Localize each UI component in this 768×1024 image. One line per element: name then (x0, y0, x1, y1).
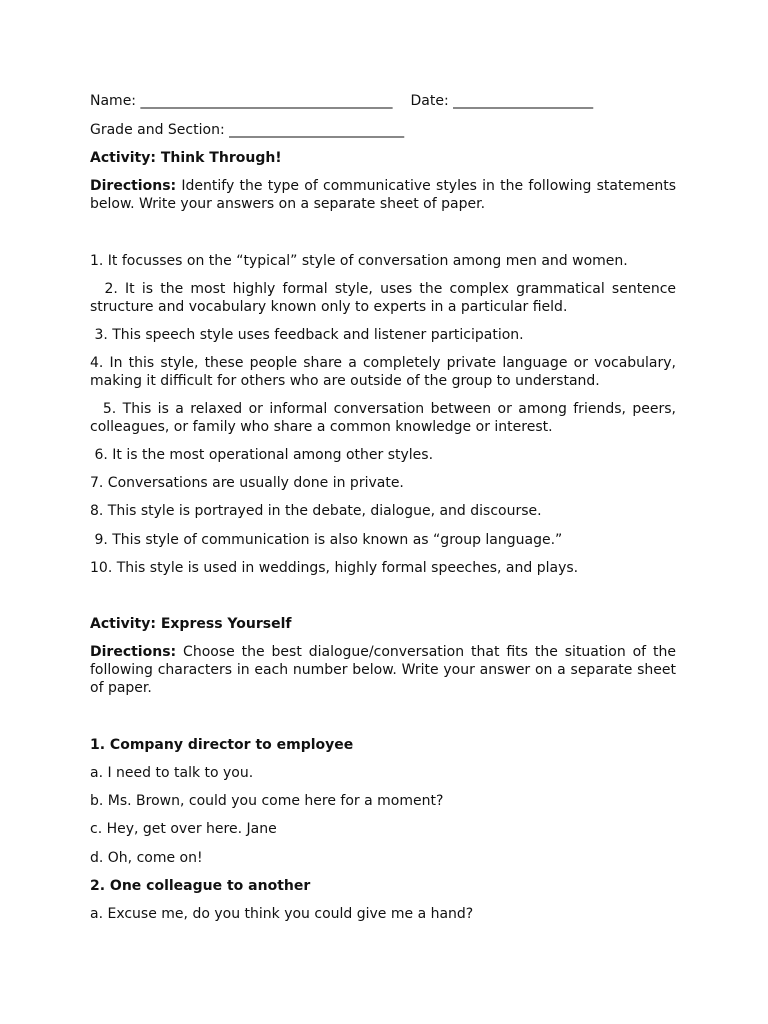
name-line: Name: ____________________________________ (90, 93, 393, 109)
activity1-item-10: 10. This style is used in weddings, highly formal speeches, and plays. (90, 560, 579, 576)
directions-text-2: Choose the best dialogue/conversation that fits the situation of the following characters in each number below. Write your answer on a separate sheet of paper. (90, 644, 676, 696)
question-1-option-d: d. Oh, come on! (90, 850, 203, 866)
directions-text: Identify the type of communicative styles in the following statements below. Write your answers on a separate sheet of paper. (90, 178, 676, 212)
activity2-directions (90, 643, 676, 697)
directions-label-2: Directions: (90, 644, 177, 660)
header-name-date-row (90, 92, 676, 110)
question-1-option-a: a. I need to talk to you. (90, 765, 254, 781)
question-1-title: 1. Company director to employee (90, 737, 354, 753)
activity1-item-4: 4. In this style, these people share a completely private language or vocabulary, making it difficult for others who are outside of the group to understand. (90, 355, 676, 389)
date-line: Date: ____________________ (410, 93, 594, 109)
grade-section-line: Grade and Section: _________________________ (90, 122, 405, 138)
activity1-item-8: 8. This style is portrayed in the debate, dialogue, and discourse. (90, 503, 542, 519)
question-1-option-b: b. Ms. Brown, could you come here for a moment? (90, 793, 444, 809)
activity2-title: Activity: Express Yourself (90, 616, 292, 632)
question-2-option-a: a. Excuse me, do you think you could give me a hand? (90, 906, 474, 922)
activity1-item-9: 9. This style of communication is also known as “group language.” (90, 532, 563, 548)
activity1-title: Activity: Think Through! (90, 150, 282, 166)
activity1-item-1: 1. It focusses on the “typical” style of conversation among men and women. (90, 253, 628, 269)
directions-label: Directions: (90, 178, 177, 194)
question-1-option-c: c. Hey, get over here. Jane (90, 821, 277, 837)
question-2-title: 2. One colleague to another (90, 878, 311, 894)
activity1-item-5: 5. This is a relaxed or informal conversation between or among friends, peers, colleagues, or family who share a common knowledge or interest. (90, 401, 681, 435)
activity1-item-7: 7. Conversations are usually done in private. (90, 475, 404, 491)
activity1-item-3: 3. This speech style uses feedback and listener participation. (90, 327, 524, 343)
activity1-item-2: 2. It is the most highly formal style, uses the complex grammatical sentence structure and vocabulary known only to experts in a particular field. (90, 281, 681, 315)
activity1-item-6: 6. It is the most operational among other styles. (90, 447, 434, 463)
activity1-directions (90, 177, 676, 213)
